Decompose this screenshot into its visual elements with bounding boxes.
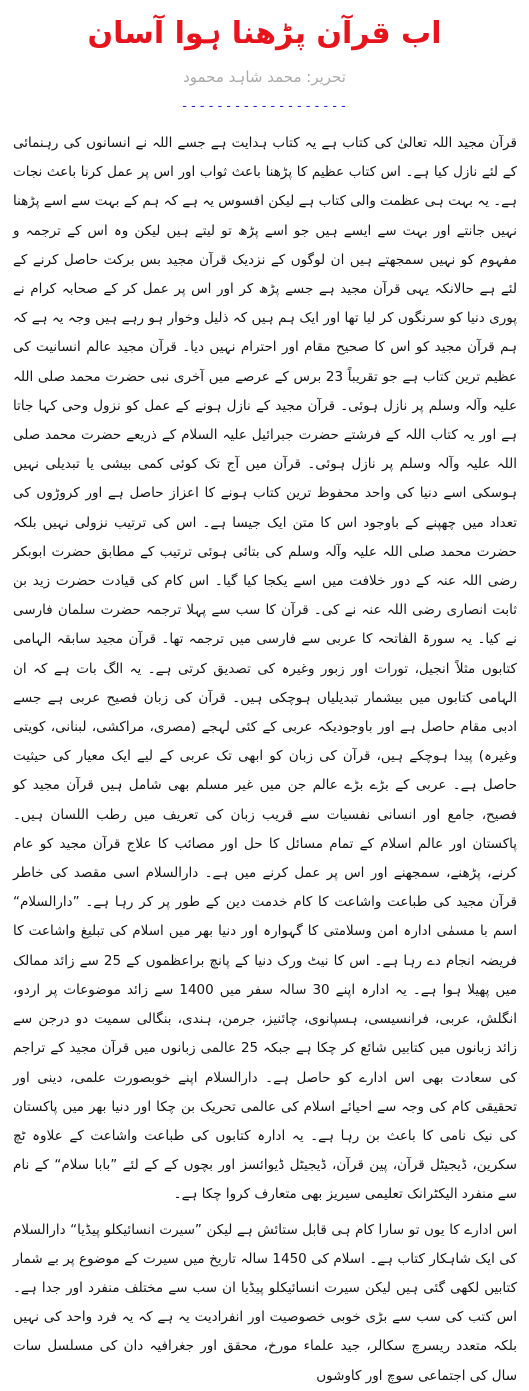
divider-line: -------------------	[180, 99, 349, 114]
paragraph-1: قرآن مجید اللہ تعالیٰ کی کتاب ہے یہ کتاب ہدایت ہے جسے اللہ نے انسانوں کی رہنمائی کے لئے نازل کیا ہے۔ اس کتاب عظیم کا پڑھنا باعث ثواب اور اس پر عمل کرنا باعث نجات ہے۔ یہ بہت ہی عظمت والی کتاب ہے لیکن افسوس یہ ہے کہ ہم کے بہت سے اسے پڑھنا نہیں جانتے اور بہت سے ایسے ہیں جو اسے پڑھ تو لیتے ہیں لیکن وہ اس کے ترجمہ و مفہوم کو نہیں سمجھتے ہیں ان لوگوں کے نزدیک قرآن مجید بس برکت حاصل کرنے کے لئے ہے حالانکہ یہی قرآن مجید ہے جسے پڑھ کر اور اس پر عمل کر کے صحابہ کرام نے پوری دنیا کو سرنگوں کر لیا تھا اور ایک ہم ہیں کہ ذلیل وخوار ہو رہے ہیں وجہ یہ ہے کہ ہم قرآن مجید کو اس کا صحیح مقام اور احترام نہیں دیا۔ قرآن مجید عالم انسانیت کی عظیم ترین کتاب ہے جو تقریباً 23 برس کے عرصے میں آخری نبی حضرت محمد صلی اللہ علیہ وآلہ وسلم پر نازل ہوئی۔ قرآن مجید کے نازل ہونے کے عمل کو نزول وحی کہا جاتا ہے اور یہ کتاب اللہ کے فرشتے حضرت جبرائیل علیہ السلام کے ذریعے حضرت محمد صلی اللہ علیہ وآلہ وسلم پر نازل ہوئی۔ قرآن میں آج تک کوئی کمی بیشی یا تبدیلی نہیں ہوسکی اسے دنیا کی واحد محفوظ ترین کتاب ہونے کا اعزاز حاصل ہے اور کروڑوں کی تعداد میں چھپنے کے باوجود اس کا متن ایک جیسا ہے۔ اس کی ترتیب نزولی نہیں بلکہ حضرت محمد صلی اللہ علیہ وآلہ وسلم کی بتائی ہوئی ترتیب کے مطابق حضرت ابوبکر رضی اللہ عنہ کے دور خلافت میں اسے یکجا کیا گیا۔ اس کام کی قیادت حضرت زید بن ثابت انصاری رضی اللہ عنہ نے کی۔ قرآن کا سب سے پہلا ترجمہ حضرت سلمان فارسی نے کیا۔ یہ سورۃ الفاتحہ کا عربی سے فارسی میں ترجمہ تھا۔ قرآن مجید سابقہ الہامی کتابوں مثلاً انجیل، تورات اور زبور وغیرہ کی تصدیق کرتی ہے۔ یہ الگ بات ہے کہ ان الہامی کتابوں میں بیشمار تبدیلیاں ہوچکی ہیں۔ قرآن کی زبان فصیح عربی ہے جسے ادبی مقام حاصل ہے اور باوجودیکہ عربی کے کئی لہجے (مصری، مراکشی، لبنانی، کویتی وغیرہ) پیدا ہوچکے ہیں، قرآن کی زبان کو ابھی تک عربی کے لیے ایک معیار کی حیثیت حاصل ہے۔ عربی کے بڑے بڑے عالم جن میں غیر مسلم بھی شامل ہیں قرآن مجید کو فصیح، جامع اور انسانی نفسیات سے قریب زبان کی تعریف میں رطب اللسان ہیں۔ پاکستان اور عالم اسلام کے تمام مسائل کا حل اور مصائب کا علاج قرآن مجید کو عام کرنے، پڑھنے، سمجھنے اور اس پر عمل کرنے میں ہے۔ دارالسلام اسی مقصد کی خاطر قرآن مجید کی طباعت واشاعت کا کام خدمت دین کے طور پر کر رہا ہے۔ ”دارالسلام“ اسم با مسمٰی ادارہ امن وسلامتی کا گہوارہ اور دنیا بھر میں اسلام کی تبلیغ واشاعت کا فریضہ انجام دے رہا ہے۔ اس کا نیٹ ورک دنیا کے پانچ براعظموں کے 25 سے زائد ممالک میں پھیلا ہوا ہے۔ یہ ادارہ اپنے 30 سالہ سفر میں 1400 سے زائد موضوعات پر اردو، انگلش، عربی، فرانسیسی، ہسپانوی، چائنیز، جرمن، ہندی، بنگالی سمیت دو درجن سے زائد زبانوں میں کتابیں شائع کر چکا ہے جبکہ 25 عالمی زبانوں میں قرآن مجید کے تراجم کی سعادت بھی اس ادارے کو حاصل ہے۔ دارالسلام اپنے خوبصورت علمی، دینی اور تحقیقی کام کی وجہ سے احیائے اسلام کی عالمی تحریک بن چکا اور دنیا بھر میں پاکستان کی نیک نامی کا باعث بن رہا ہے۔ یہ ادارہ کتابوں کی طباعت واشاعت کے علاوہ ٹچ سکرین، ڈیجیٹل قرآن، پین قرآن، ڈیجیٹل ڈیوائسز اور بچوں کے کے لئے ”بابا سلام“ کے نام سے منفرد الیکٹرانک تعلیمی سیریز بھی متعارف کروا چکا ہے۔	[12, 135, 517, 1203]
article-title: اب قرآن پڑھنا ہوا آسان	[87, 16, 442, 51]
article-body	[13, 129, 517, 1391]
author-byline: تحریر: محمد شاہد محمود	[183, 68, 346, 86]
paragraph-2: اس ادارے کا یوں تو سارا کام ہی قابل ستائش ہے لیکن ”سیرت انسائیکلو پیڈیا“ دارالسلام کی ایک شاہکار کتاب ہے۔ اسلام کی 1450 سالہ تاریخ میں سیرت کے موضوع پر بے شمار کتابیں لکھی گئی ہیں لیکن سیرت انسائیکلو پیڈیا ان سب سے مختلف منفرد اور جدا ہے۔ اس کتب کی سب سے بڑی خوبی خصوصیت اور انفرادیت یہ ہے کہ یہ فرد واحد کی نہیں بلکہ متعدد ریسرچ سکالر، جید علماء مورخ، محقق اور جغرافیہ دان کی مسلسل سات سال کی اجتماعی سوچ اور کاوشوں	[13, 1221, 517, 1384]
